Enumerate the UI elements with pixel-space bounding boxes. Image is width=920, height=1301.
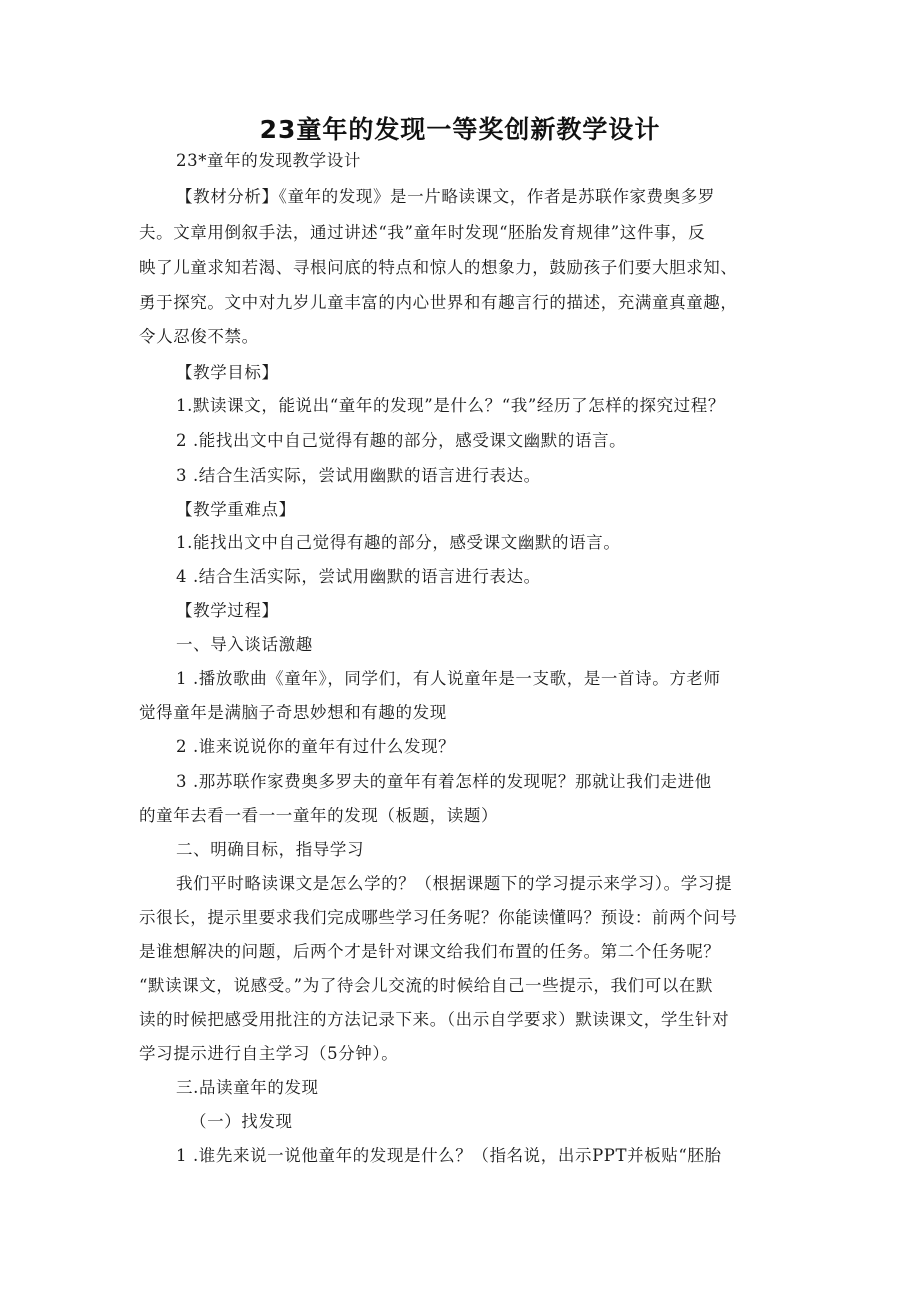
analysis-line: 勇于探究。文中对九岁儿童丰富的内心世界和有趣言行的描述，充满童真童趣， (139, 293, 738, 312)
goal-item: 2 .能找出文中自己觉得有趣的部分，感受课文幽默的语言。 (176, 431, 627, 450)
section2-heading: 二、明确目标，指导学习 (176, 840, 365, 859)
section2-paragraph-line: “默读课文，说感受。”为了待会儿交流的时候给自己一些提示，我们可以在默 (139, 976, 714, 995)
document-title: 23童年的发现一等奖创新教学设计 (259, 115, 661, 144)
key-point-item: 1.能找出文中自己觉得有趣的部分，感受课文幽默的语言。 (176, 533, 621, 552)
goals-heading: 【教学目标】 (176, 363, 279, 382)
section2-paragraph-line: 我们平时略读课文是怎么学的？（根据课题下的学习提示来学习）。学习提 (176, 874, 733, 893)
goal-item: 1.默读课文，能说出“童年的发现”是什么？“我”经历了怎样的探究过程？ (176, 396, 725, 415)
section1-paragraph-line: 觉得童年是满脑子奇思妙想和有趣的发现 (139, 703, 447, 722)
section2-paragraph-line: 示很长，提示里要求我们完成哪些学习任务呢？你能读懂吗？预设：前两个问号 (139, 908, 738, 927)
key-points-heading: 【教学重难点】 (176, 500, 296, 519)
analysis-line: 映了儿童求知若渴、寻根问底的特点和惊人的想象力，鼓励孩子们要大胆求知、 (139, 258, 738, 277)
process-heading: 【教学过程】 (176, 601, 279, 620)
section1-paragraph-line: 3 .那苏联作家费奥多罗夫的童年有着怎样的发现呢？那就让我们走进他 (176, 772, 712, 791)
section1-paragraph-line: 1 .播放歌曲《童年》，同学们，有人说童年是一支歌，是一首诗。方老师 (176, 669, 721, 688)
section2-paragraph-line: 是谁想解决的问题，后两个才是针对课文给我们布置的任务。第二个任务呢？ (139, 942, 721, 961)
section1-paragraph-line: 的童年去看一看一一童年的发现（板题，读题） (139, 806, 499, 825)
section1-paragraph-line: 2 .谁来说说你的童年有过什么发现？ (176, 737, 456, 756)
section3-heading: 三.品读童年的发现 (176, 1078, 319, 1097)
goal-item: 3 .结合生活实际，尝试用幽默的语言进行表达。 (176, 466, 541, 485)
analysis-line: 令人忍俊不禁。 (139, 327, 259, 346)
analysis-line: 【教材分析】《童年的发现》是一片略读课文，作者是苏联作家费奥多罗 (176, 187, 715, 206)
document-subtitle: 23*童年的发现教学设计 (176, 151, 361, 170)
section2-paragraph-line: 读的时候把感受用批注的方法记录下来。（出示自学要求）默读课文，学生针对 (139, 1010, 730, 1029)
key-point-item: 4 .结合生活实际，尝试用幽默的语言进行表达。 (176, 567, 541, 586)
section2-paragraph-line: 学习提示进行自主学习（5分钟）。 (139, 1044, 399, 1063)
section3-paragraph-line: 1 .谁先来说一说他童年的发现是什么？（指名说，出示PPT并板贴“胚胎 (176, 1146, 722, 1165)
section1-heading: 一、导入谈话激趣 (176, 635, 313, 654)
section3-sub-heading: （一）找发现 (190, 1112, 293, 1131)
analysis-line: 夫。文章用倒叙手法，通过讲述“我”童年时发现“胚胎发育规律”这件事，反 (139, 223, 706, 242)
